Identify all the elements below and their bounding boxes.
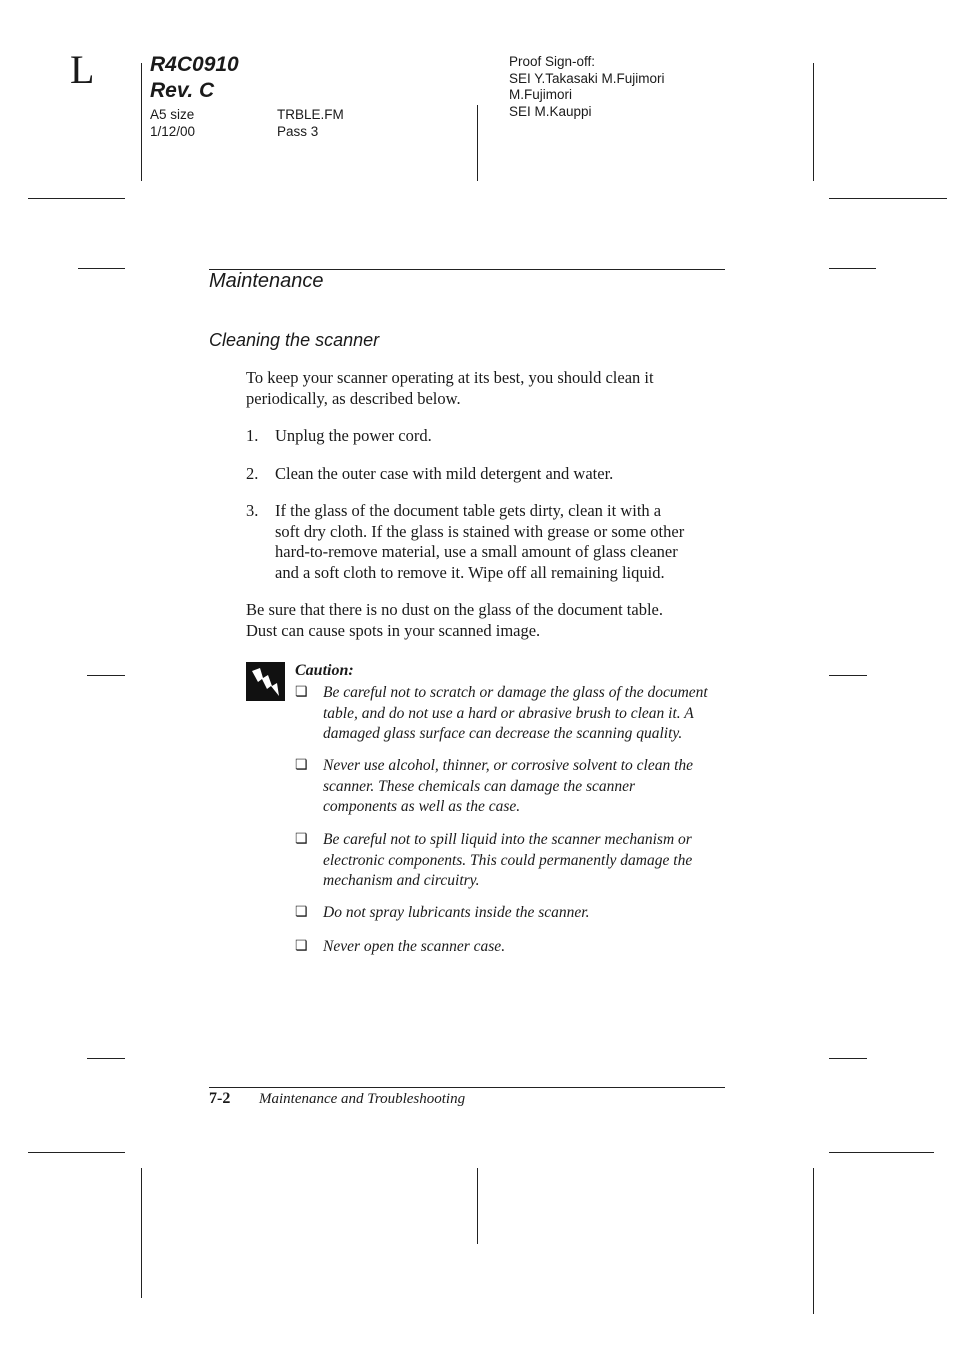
- step-number: 1.: [246, 426, 259, 445]
- text-line: damaged glass surface can decrease the scanning quality.: [323, 725, 683, 742]
- proof-signoff: [509, 54, 665, 120]
- crop-mark: [829, 268, 876, 269]
- caution-text: [323, 756, 726, 818]
- step-number: 3.: [246, 501, 259, 520]
- crop-mark: [87, 675, 125, 676]
- step-text: [275, 426, 727, 447]
- revision-label: Rev. C: [150, 79, 215, 102]
- pass-label: Pass 3: [277, 123, 319, 139]
- text-line: Be careful not to scratch or damage the glass of the document: [323, 684, 708, 701]
- checkbox-bullet-icon: ❏: [295, 939, 308, 954]
- text-line: Never use alcohol, thinner, or corrosive solvent to clean the: [323, 757, 694, 774]
- text-line: scanner. These chemicals can damage the scanner: [323, 777, 636, 795]
- file-name-label: TRBLE.FM: [277, 107, 344, 122]
- crop-mark: [477, 105, 478, 181]
- model-number: R4C0910: [150, 53, 239, 76]
- caution-label: Caution:: [295, 662, 354, 679]
- proof-line: M.Fujimori: [509, 87, 572, 102]
- step-text: [275, 464, 727, 485]
- caution-text: [323, 830, 726, 892]
- chapter-title: Maintenance and Troubleshooting: [259, 1091, 466, 1107]
- text-line: electronic components. This could permanently damage the: [323, 851, 693, 869]
- text-line: soft dry cloth. If the glass is stained with grease or some other: [275, 521, 685, 541]
- crop-mark: [813, 63, 814, 181]
- caution-lightning-icon: [246, 662, 285, 701]
- page-side-letter: L: [70, 47, 95, 92]
- crop-mark: [829, 1152, 934, 1153]
- text-line: table, and do not use a hard or abrasive brush to clean it. A: [323, 704, 694, 722]
- crop-mark: [28, 198, 125, 199]
- caution-text: [323, 903, 726, 924]
- step-number: 2.: [246, 464, 259, 483]
- page-number: 7-2: [209, 1090, 231, 1107]
- crop-mark: [829, 198, 947, 199]
- intro-paragraph: [246, 368, 726, 409]
- date-label: 1/12/00: [150, 123, 196, 139]
- model-id: [150, 52, 350, 104]
- text-line: hard-to-remove material, use a small amount of glass cleaner: [275, 542, 678, 561]
- page-size-label: A5 size: [150, 107, 195, 122]
- lightning-bolt-icon: [246, 662, 285, 701]
- proof-line: SEI Y.Takasaki M.Fujimori: [509, 70, 665, 86]
- checkbox-bullet-icon: ❏: [295, 905, 308, 920]
- crop-mark: [829, 1058, 867, 1059]
- header-size-date: [150, 107, 195, 140]
- subsection-title: Cleaning the scanner: [209, 330, 380, 350]
- text-line: periodically, as described below.: [246, 388, 461, 408]
- text-line: Be careful not to spill liquid into the scanner mechanism or: [323, 831, 692, 848]
- crop-mark: [78, 268, 125, 269]
- text-line: Never open the scanner case.: [323, 938, 506, 955]
- text-line: Unplug the power cord.: [275, 426, 432, 445]
- text-line: and a soft cloth to remove it. Wipe off all remaining liquid.: [275, 562, 665, 582]
- text-line: Clean the outer case with mild detergent and water.: [275, 464, 614, 483]
- text-line: Be sure that there is no dust on the glass of the document table.: [246, 600, 663, 619]
- text-line: To keep your scanner operating at its best, you should clean it: [246, 368, 654, 387]
- caution-text: [323, 937, 726, 958]
- crop-mark: [141, 1168, 142, 1298]
- text-line: components as well as the case.: [323, 798, 521, 815]
- note-paragraph: [246, 600, 726, 641]
- checkbox-bullet-icon: ❏: [295, 758, 308, 773]
- crop-mark: [477, 1168, 478, 1244]
- crop-mark: [87, 1058, 125, 1059]
- proof-line: Proof Sign-off:: [509, 54, 596, 69]
- text-line: If the glass of the document table gets dirty, clean it with a: [275, 501, 662, 520]
- crop-mark: [28, 1152, 125, 1153]
- step-text: [275, 501, 727, 583]
- section-title: Maintenance: [209, 270, 324, 292]
- text-line: Dust can cause spots in your scanned image.: [246, 620, 541, 640]
- checkbox-bullet-icon: ❏: [295, 685, 308, 700]
- header-file-pass: [277, 107, 344, 140]
- text-line: Do not spray lubricants inside the scanner.: [323, 904, 590, 921]
- crop-mark: [813, 1168, 814, 1314]
- footer-rule: [209, 1087, 725, 1088]
- text-line: mechanism and circuitry.: [323, 872, 480, 889]
- checkbox-bullet-icon: ❏: [295, 832, 308, 847]
- caution-text: [323, 683, 726, 745]
- crop-mark: [141, 63, 142, 181]
- crop-mark: [829, 675, 867, 676]
- proof-line: SEI M.Kauppi: [509, 103, 592, 119]
